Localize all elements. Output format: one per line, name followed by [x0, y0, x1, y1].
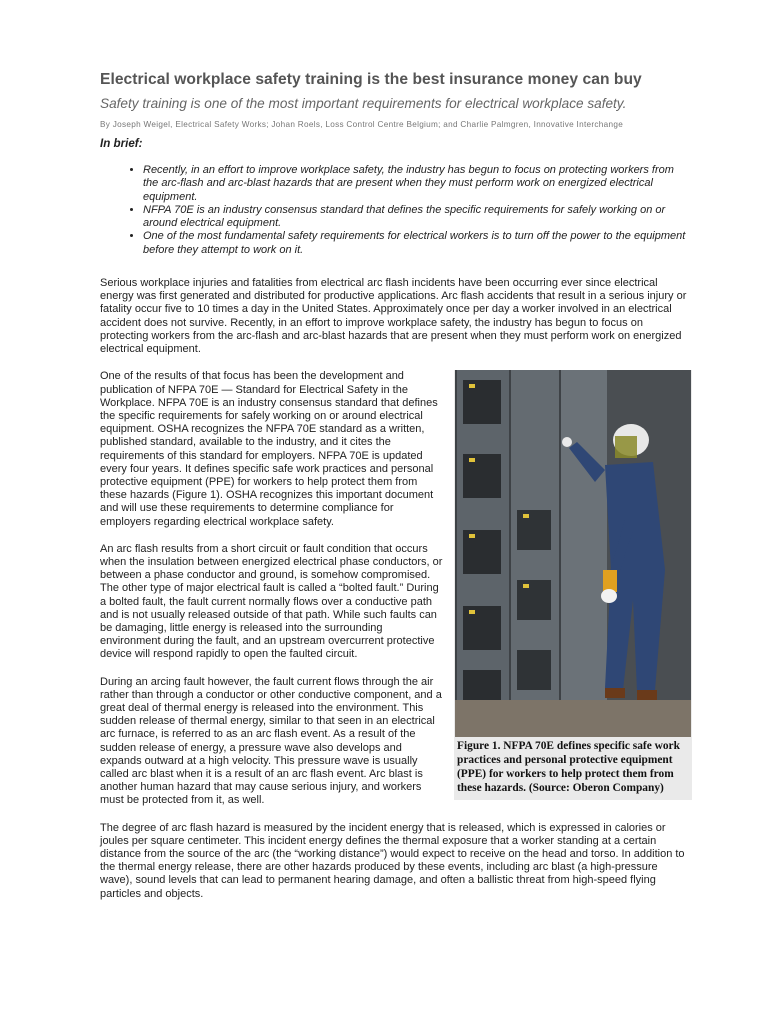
- brief-heading: In brief:: [100, 137, 143, 150]
- article-title: Electrical workplace safety training is the best insurance money can buy: [100, 71, 642, 88]
- article: [100, 62, 692, 915]
- figure: [454, 370, 692, 800]
- paragraph: During an arcing fault however, the fault current flows through the air rather than through a conductor or other conductive component, and a great deal of thermal energy is released into the environment. This sudden release of thermal energy, similar to that seen in an electrical arc furnace, is referred to as an arc flash event. As a result of the sudden release of energy, a pressure wave also develops and expands outward at a high velocity. This pressure wave is usually called arc blast when it is a result of an arc flash event. Arc blast is another human hazard that may cause serious injury, and workers must be protected from it, as well.: [100, 675, 442, 807]
- figure-caption: Figure 1. NFPA 70E defines specific safe work practices and personal protective equipment (PPE) for workers to help protect them from these hazards. (Source: Oberon Company): [457, 740, 680, 795]
- article-subtitle: Safety training is one of the most important requirements for electrical workplace safety.: [100, 96, 627, 111]
- byline: By Joseph Weigel, Electrical Safety Works; Johan Roels, Loss Control Centre Belgium; and Charlie Palmgren, Innovative Interchange: [100, 120, 624, 129]
- paragraph: An arc flash results from a short circuit or fault condition that occurs when the insulation between energized electrical phase conductors, or between a phase conductor and ground, is somehow compromised. The other type of major electrical fault is called a “bolted fault.” During a bolted fault, the fault current normally flows over a conductive path and is not usually released outside of that path. While such faults can be damaging, little energy is released into the surrounding environment during the fault, and an upstream overcurrent protective device will respond rapidly to open the faulted circuit.: [100, 542, 443, 661]
- paragraph: The degree of arc flash hazard is measured by the incident energy that is released, which is expressed in calories or joules per square centimeter. This incident energy defines the thermal exposure that a worker standing at a certain distance from the source of the arc (the “working distance”) would expect to receive on the head and torso. In addition to the thermal energy release, there are other hazards produced by these events, including arc blast (a high-pressure wave), sound levels that can lead to permanent hearing damage, and often a ballistic threat from high-speed flying particles and objects.: [100, 821, 685, 900]
- paragraph: Serious workplace injuries and fatalities from electrical arc flash incidents have been occurring ever since electrical energy was first generated and distributed for productive applications. Arc flash accidents that result in a serious injury or fatality occur five to 10 times a day in the United States. Approximately once per day a worker involved in an electrical accident does not survive. Recently, in an effort to improve workplace safety, the industry has begun to focus on protecting workers from the arc-flash and arc-blast hazards that are present when they must perform work on energized electrical equipment.: [100, 277, 687, 356]
- brief-item: • One of the most fundamental safety requirements for electrical workers is to turn off the power to the equipment before they attempt to work on it.: [143, 230, 692, 257]
- brief-item: • NFPA 70E is an industry consensus standard that defines the specific requirements for safely working on or around electrical equipment.: [143, 204, 692, 231]
- paragraph: One of the results of that focus has been the development and publication of NFPA 70E — Standard for Electrical Safety in the Workplace. NFPA 70E is an industry consensus standard that defines the specific requirements for safely working on or around electrical equipment. OSHA recognizes the NFPA 70E standard as a written, published standard, available to the industry, and it cites the requirements of this standard for employers. NFPA 70E is updated every four years. It defines specific safe work practices and personal protective equipment (PPE) for workers to help protect them from these hazards (Figure 1). OSHA recognizes this important document and will use these requirements to determine compliance for employers regarding electrical workplace safety.: [100, 370, 438, 528]
- brief-list: [100, 164, 692, 257]
- brief-item: • Recently, in an effort to improve workplace safety, the industry has begun to focus on protecting workers from the arc-flash and arc-blast hazards that are present when they must perform work on energized electrical equipment.: [143, 164, 692, 204]
- figure-photo: [455, 370, 691, 737]
